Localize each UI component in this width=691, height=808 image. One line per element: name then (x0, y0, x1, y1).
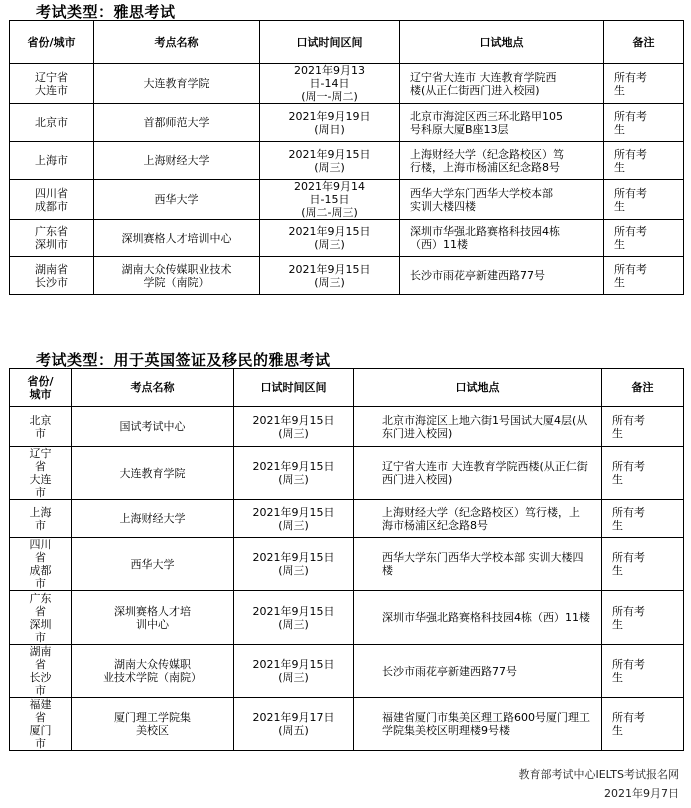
cell-city: 北京 市 (10, 407, 72, 447)
cell-note: 所有考 生 (602, 698, 684, 751)
cell-city: 广东省 深圳市 (10, 220, 94, 257)
cell-city: 广东 省 深圳 市 (10, 591, 72, 645)
cell-venue: 大连教育学院 (94, 64, 260, 104)
table-row (10, 220, 684, 257)
cell-venue: 西华大学 (94, 180, 260, 220)
cell-location: 福建省厦门市集美区理工路600号厦门理工 学院集美校区明理楼9号楼 (354, 698, 602, 751)
header-city: 省份/城市 (10, 21, 94, 64)
cell-city: 北京市 (10, 104, 94, 142)
table-row (10, 257, 684, 295)
cell-venue: 深圳赛格人才培训中心 (94, 220, 260, 257)
cell-venue: 上海财经大学 (72, 500, 234, 538)
cell-note: 所有考 生 (604, 64, 684, 104)
cell-note: 所有考 生 (604, 104, 684, 142)
cell-location: 北京市海淀区西三环北路甲105 号科原大厦B座13层 (400, 104, 604, 142)
cell-city: 福建 省 厦门 市 (10, 698, 72, 751)
cell-time: 2021年9月15日 (周三) (234, 500, 354, 538)
cell-city: 辽宁 省 大连 市 (10, 447, 72, 500)
section2-title: 考试类型：用于英国签证及移民的雅思考试 (36, 351, 331, 369)
header-time: 口试时间区间 (234, 369, 354, 407)
table-row (10, 538, 684, 591)
cell-city: 上海市 (10, 142, 94, 180)
cell-time: 2021年9月15日 (周三) (234, 447, 354, 500)
table-row (10, 142, 684, 180)
cell-time: 2021年9月17日 (周五) (234, 698, 354, 751)
cell-location: 辽宁省大连市 大连教育学院西楼(从正仁街 西门进入校园) (354, 447, 602, 500)
table-row (10, 64, 684, 104)
cell-note: 所有考 生 (602, 645, 684, 698)
header-time: 口试时间区间 (260, 21, 400, 64)
cell-note: 所有考 生 (604, 142, 684, 180)
cell-location: 长沙市雨花亭新建西路77号 (400, 257, 604, 295)
cell-time: 2021年9月15日 (周三) (234, 591, 354, 645)
cell-city: 湖南省 长沙市 (10, 257, 94, 295)
table-row (10, 180, 684, 220)
cell-city: 四川省 成都市 (10, 180, 94, 220)
table-row (10, 104, 684, 142)
cell-venue: 湖南大众传媒职 业技术学院（南院） (72, 645, 234, 698)
cell-location: 北京市海淀区上地六街1号国试大厦4层(从 东门进入校园) (354, 407, 602, 447)
footer-source: 教育部考试中心IELTS考试报名网 (518, 768, 679, 781)
cell-venue: 厦门理工学院集 美校区 (72, 698, 234, 751)
cell-note: 所有考 生 (602, 500, 684, 538)
cell-note: 所有考 生 (602, 407, 684, 447)
header-venue: 考点名称 (94, 21, 260, 64)
cell-note: 所有考 生 (604, 257, 684, 295)
table-row (10, 698, 684, 751)
cell-time: 2021年9月19日 (周日) (260, 104, 400, 142)
cell-city: 湖南 省 长沙 市 (10, 645, 72, 698)
cell-time: 2021年9月15日 (周三) (260, 220, 400, 257)
footer-date: 2021年9月7日 (604, 787, 679, 800)
cell-venue: 湖南大众传媒职业技术 学院（南院） (94, 257, 260, 295)
cell-location: 长沙市雨花亭新建西路77号 (354, 645, 602, 698)
cell-venue: 首都师范大学 (94, 104, 260, 142)
cell-time: 2021年9月13 日-14日 (周一-周二) (260, 64, 400, 104)
cell-note: 所有考 生 (602, 591, 684, 645)
cell-time: 2021年9月15日 (周三) (234, 538, 354, 591)
header-city: 省份/ 城市 (10, 369, 72, 407)
cell-location: 上海财经大学（纪念路校区）笃行楼，上 海市杨浦区纪念路8号 (354, 500, 602, 538)
cell-venue: 西华大学 (72, 538, 234, 591)
ielts-ukvi-oral-test-table (9, 368, 684, 751)
cell-city: 四川 省 成都 市 (10, 538, 72, 591)
cell-location: 西华大学东门西华大学校本部 实训大楼四 楼 (354, 538, 602, 591)
cell-time: 2021年9月15日 (周三) (234, 407, 354, 447)
cell-venue: 国试考试中心 (72, 407, 234, 447)
cell-city: 辽宁省 大连市 (10, 64, 94, 104)
cell-note: 所有考 生 (602, 447, 684, 500)
table-row (10, 591, 684, 645)
cell-time: 2021年9月15日 (周三) (234, 645, 354, 698)
header-venue: 考点名称 (72, 369, 234, 407)
header-note: 备注 (604, 21, 684, 64)
cell-note: 所有考 生 (604, 220, 684, 257)
cell-note: 所有考 生 (602, 538, 684, 591)
table-row (10, 407, 684, 447)
table-row (10, 447, 684, 500)
cell-venue: 上海财经大学 (94, 142, 260, 180)
cell-city: 上海 市 (10, 500, 72, 538)
cell-location: 深圳市华强北路赛格科技园4栋 （西）11楼 (400, 220, 604, 257)
ielts-oral-test-table (9, 20, 684, 295)
cell-location: 西华大学东门西华大学校本部 实训大楼四楼 (400, 180, 604, 220)
cell-venue: 深圳赛格人才培 训中心 (72, 591, 234, 645)
header-note: 备注 (602, 369, 684, 407)
table-row (10, 645, 684, 698)
cell-location: 深圳市华强北路赛格科技园4栋（西）11楼 (354, 591, 602, 645)
cell-note: 所有考 生 (604, 180, 684, 220)
cell-venue: 大连教育学院 (72, 447, 234, 500)
table-row (10, 500, 684, 538)
cell-time: 2021年9月14 日-15日 (周二-周三) (260, 180, 400, 220)
cell-location: 辽宁省大连市 大连教育学院西 楼(从正仁街西门进入校园) (400, 64, 604, 104)
cell-location: 上海财经大学（纪念路校区）笃 行楼，上海市杨浦区纪念路8号 (400, 142, 604, 180)
cell-time: 2021年9月15日 (周三) (260, 257, 400, 295)
header-location: 口试地点 (354, 369, 602, 407)
cell-time: 2021年9月15日 (周三) (260, 142, 400, 180)
header-location: 口试地点 (400, 21, 604, 64)
section1-title: 考试类型：雅思考试 (36, 3, 176, 21)
